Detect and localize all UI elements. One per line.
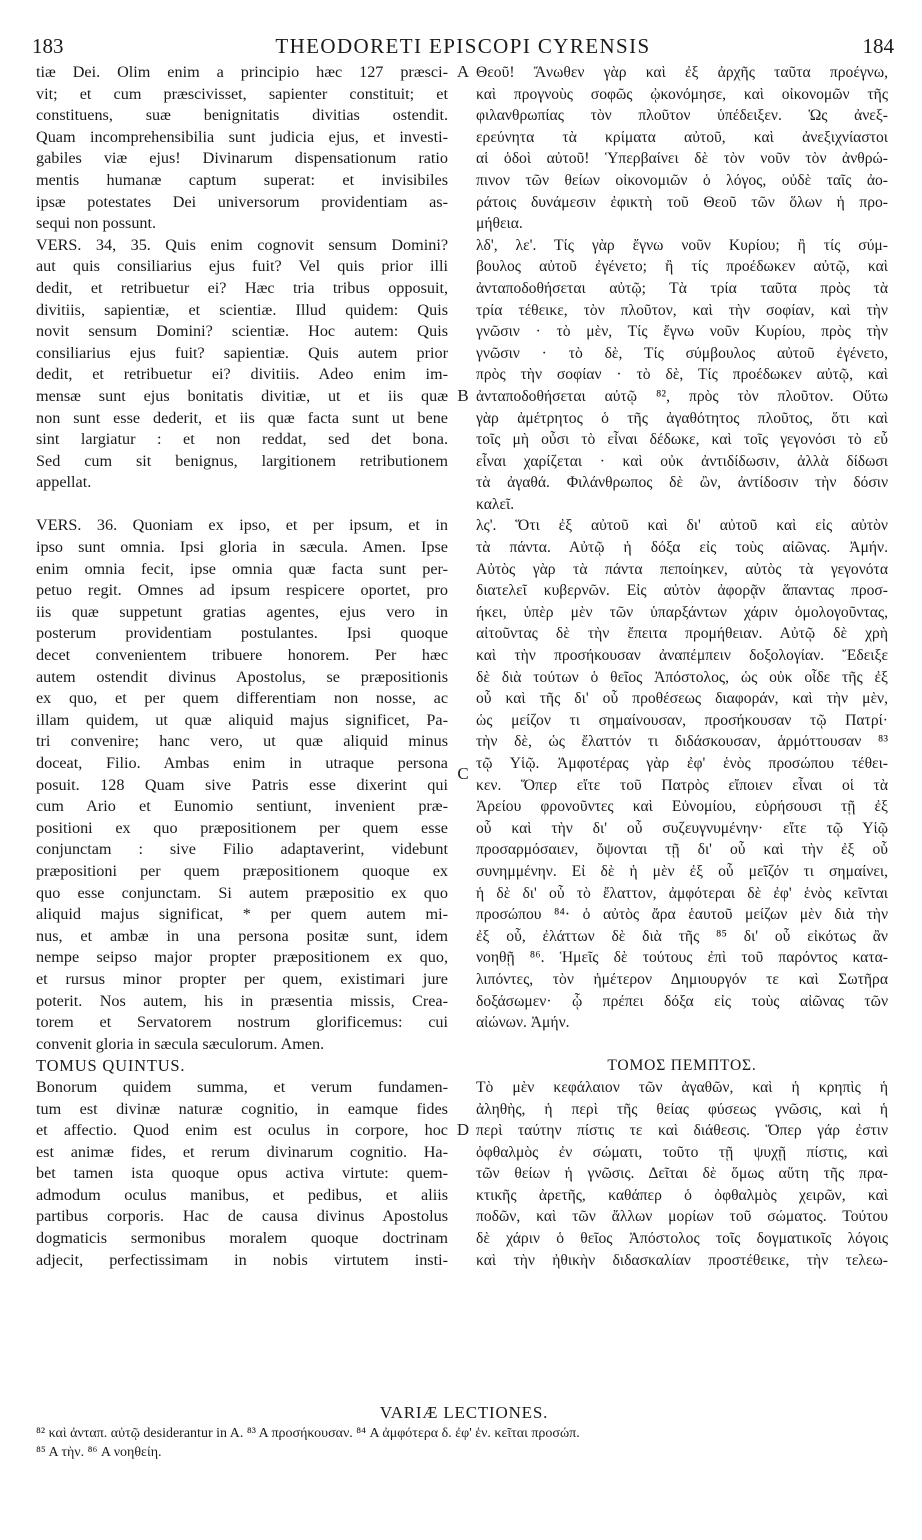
section-heading: ΤΟΜΟΣ ΠΕΜΠΤΟΣ. — [607, 1057, 757, 1075]
text-line: ερεύνητα τὰ κρίματα αὐτοῦ, καὶ ἀνεξιχνίαστοι — [476, 128, 888, 146]
text-line: ήκει, ὑπὲρ μὲν τῶν ὑπαρξάντων χάριν ὁμολογοῦντας, — [476, 603, 888, 621]
text-line: προσαρμόσαιεν, ὄψονται τῇ δι' οὗ καὶ τὴν ἐξ οὗ — [476, 841, 888, 859]
variant-readings-title: VARIÆ LECTIONES. — [379, 1403, 549, 1422]
text-line: ἐξ οὗ, ἐλάττων δὲ διὰ τῆς ⁸⁵ δι' οὗ εἰκότως ἂν — [476, 927, 888, 945]
text-line: νοηθῇ ⁸⁶. Ἡμεῖς δὲ τούτους ἐπὶ τοῦ παρόντος κατα- — [476, 949, 888, 967]
text-line: sint largiatur : et non reddat, sed det bona. — [36, 430, 448, 449]
text-line: εἶναι χαρίζεται · καὶ οὐκ ἀντιδίδωσιν, ἀλλὰ δίδωσι — [476, 452, 888, 470]
text-line: et affectio. Quod enim est oculus in corpore, hoc — [36, 1121, 448, 1140]
text-line: divitiis, sapientiæ, et scientiæ. Illud quidem: Quis — [36, 300, 448, 319]
text-line: γνῶσιν · τὸ δὲ, Τίς σύμβουλος αὐτοῦ ἐγένετο, — [476, 344, 888, 362]
text-line: petuo regit. Omnes ad ipsum respicere oportet, pro — [36, 581, 448, 600]
text-line: κεν. Ὅπερ εἴτε τοῦ Πατρὸς εἴποιεν εἶναι οἱ τὰ — [476, 776, 888, 794]
text-line: autem ostendit divinus Apostolus, se præpositionis — [36, 667, 448, 686]
text-line: συνημμένην. Εἰ δὲ ἡ μὲν ἐξ οὗ μεῖζόν τι σημαίνει, — [476, 862, 888, 880]
text-line: consiliarius ejus fuit? sapientiæ. Quis autem prior — [36, 343, 448, 362]
text-line: λιπόντες, τὸν ἡμέτερον Δημιουργόν τε καὶ Σωτῆρα — [476, 970, 888, 988]
variant-reading-line: ⁸² καὶ ἀνταπ. αὐτῷ desiderantur in A. ⁸³ A προσήκουσαν. ⁸⁴ A ἀμφότερα δ. ἐφ' ἑν. κεῖται προσώπ. — [36, 1426, 580, 1441]
text-line: iis quæ suppetunt gratias agentes, ejus vero in — [36, 602, 448, 621]
text-line: posuit. 128 Quam sive Patris esse dixerint qui — [36, 775, 448, 794]
text-line: dedit, et retribuetur ei? divitiis. Adeo enim im- — [36, 365, 448, 384]
text-line: γὰρ ἀμέτρητος ὁ τῆς ἀγαθότητος πλοῦτος, ὅτι καὶ — [476, 409, 888, 427]
text-line: mentis humanæ captum superat: et invisibiles — [36, 170, 448, 189]
paragraph-gap — [476, 1034, 888, 1056]
text-line: conjunctam : sive Filio adaptaverint, videbunt — [36, 840, 448, 859]
text-line: ex quo, et per quem differentiam non nosse, ac — [36, 689, 448, 708]
text-line: quo esse conjunctam. Si autem præpositio ex quo — [36, 883, 448, 902]
text-line: καὶ προγνοὺς σοφῶς ᾠκονόμησε, καὶ οἰκονομῶν τῆς — [476, 85, 888, 103]
text-line: nempe seipso major propter præpositionem ex quo, — [36, 948, 448, 967]
text-line: torem et Servatorem nostrum glorificemus: cui — [36, 1013, 448, 1032]
running-title: THEODORETI EPISCOPI CYRENSIS — [275, 34, 651, 58]
text-line: admodum oculus manibus, et pedibus, et aliis — [36, 1185, 448, 1204]
text-line: φιλανθρωπίας τὸν πλοῦτον ὑπέδειξεν. Ὡς ἀνεξ- — [476, 107, 888, 125]
text-line: VERS. 36. Quoniam ex ipso, et per ipsum, et in — [36, 516, 448, 535]
text-line: αἰτοῦντας δὲ τὴν ἔπειτα προμήθειαν. Αὐτῷ δὲ χρὴ — [476, 625, 888, 643]
text-line: ipso sunt omnia. Ipsi gloria in sæcula. Amen. Ipse — [36, 538, 448, 557]
margin-letter-d: D — [456, 1120, 470, 1139]
text-line: ipsæ potestates Dei universorum providentiam as- — [36, 192, 448, 211]
text-line: τὴν δὲ, ὡς ἔλαττόν τι διδάσκουσαν, ἁρμόττουσαν ⁸³ — [476, 733, 888, 751]
latin-column — [36, 62, 448, 1271]
text-line: vit; et cum præscivisset, sapienter constituit; et — [36, 84, 448, 103]
text-line: δὲ χάριν ὁ θεῖος Ἀπόστολος τοῖς δογματικοῖς λόγοις — [476, 1230, 888, 1248]
text-line: præpositioni per quem præpositionem quoque ex — [36, 861, 448, 880]
text-line: aut quis consiliarius ejus fuit? Vel quis prior illi — [36, 257, 448, 276]
text-line: positioni ex quo præpositionem per quem esse — [36, 818, 448, 837]
margin-letter-a: A — [456, 62, 470, 81]
text-line: τὰ πάντα. Αὐτῷ ἡ δόξα εἰς τοὺς αἰῶνας. Ἀμήν. — [476, 539, 888, 557]
text-line: aliquid majus significat, * per quem autem mi- — [36, 905, 448, 924]
text-line: λδ', λε'. Τίς γὰρ ἔγνω νοῦν Κυρίου; ἢ τίς σύμ- — [476, 236, 888, 254]
text-line: Τὸ μὲν κεφάλαιον τῶν ἀγαθῶν, καὶ ἡ κρηπὶς ἡ — [476, 1078, 888, 1096]
text-line: poterit. Nos autem, his in præsentia missis, Crea- — [36, 991, 448, 1010]
text-line: ἀληθὴς, ἡ περὶ τῆς θείας φύσεως γνῶσις, καὶ ἡ — [476, 1100, 888, 1118]
text-line: dogmaticis sermonibus moralem quoque doctrinam — [36, 1229, 448, 1248]
text-line: τοῖς μὴ οὖσι τὸ εἶναι δέδωκε, καὶ τοῖς γεγονόσι τὸ εὖ — [476, 431, 888, 449]
page-header — [32, 34, 894, 58]
variant-readings — [36, 1402, 892, 1462]
text-line: tri convenire; hanc vero, ut quæ aliquid minus — [36, 732, 448, 751]
text-line: ἡ δὲ δι' οὗ τὸ ἔλαττον, ἀμφότεραι δὲ ἐφ' ἑνὸς κεῖνται — [476, 884, 888, 902]
text-line: Ἀρείου φρονοῦντες καὶ Εὐνομίου, εὑρήσουσι τῇ ἐξ — [476, 798, 888, 816]
text-line: περὶ ταύτην πίστις τε καὶ διάθεσις. Ὅπερ γάρ ἐστιν — [476, 1122, 888, 1140]
text-line: cum Ario et Eunomio sentiunt, invenient præ- — [36, 797, 448, 816]
text-line: πρὸς τὴν σοφίαν · τὸ δὲ, Τίς προέδωκεν αὐτῷ, καὶ — [476, 366, 888, 384]
text-line: bet tamen ista quoque opus activa virtute: quem- — [36, 1164, 448, 1183]
text-line: διατελεῖ κυβερνῶν. Εἰς αὐτὸν ἀφορᾷν ἅπαντας προσ- — [476, 582, 888, 600]
section-heading: TOMUS QUINTUS. — [36, 1056, 186, 1076]
greek-column — [476, 62, 888, 1271]
margin-letter-b: B — [457, 386, 469, 405]
text-line: decet convenientem tribuere honorem. Per hæc — [36, 646, 448, 665]
text-line: βουλος αὐτοῦ ἐγένετο; ἢ τίς προέδωκεν αὐτῷ, καὶ — [476, 258, 888, 276]
text-line: αἱ ὁδοὶ αὐτοῦ! Ὑπερβαίνει δὲ τὸν νοῦν τὸν ἀνθρώ- — [476, 150, 888, 168]
text-line: αἰώνων. Ἀμήν. — [476, 1014, 570, 1032]
text-line: κτικῆς ἀρετῆς, καθάπερ ὁ ὀφθαλμὸς χειρῶν, καὶ — [476, 1186, 888, 1204]
text-line: posterum providentiam postulantes. Ipsi quoque — [36, 624, 448, 643]
page-number-right: 184 — [862, 34, 894, 58]
text-line: nus, et ambæ in una persona positæ sunt, idem — [36, 926, 448, 945]
text-line: ἀνταποδοθήσεται αὐτῷ ⁸², πρὸς τὸν πλοῦτον. Οὕτω — [476, 387, 888, 405]
text-line: καὶ τὴν ἠθικὴν διδασκαλίαν προστέθεικε, τὴν τελεω- — [476, 1251, 888, 1269]
text-line: dedit, et retribuetur ei? Hæc tria tribus opposuit, — [36, 278, 448, 297]
text-line: constituens, suæ benignitatis divitias ostendit. — [36, 106, 448, 125]
text-line: Sed cum sit benignus, largitionem retributionem — [36, 451, 448, 470]
text-line: γνῶσιν · τὸ μὲν, Τίς ἔγνω νοῦν Κυρίου, πρὸς τὴν — [476, 323, 888, 341]
text-line: ὡς μείζον τι σημαίνουσαν, προσήκουσαν τῷ Πατρί· — [476, 711, 888, 729]
text-line: δοξάσωμεν· ᾧ πρέπει δόξα εἰς τοὺς αἰῶνας τῶν — [476, 992, 888, 1010]
page-number-left: 183 — [32, 34, 64, 58]
text-line: Θεοῦ! Ἄνωθεν γὰρ καὶ ἐξ ἀρχῆς ταῦτα προέγνω, — [476, 64, 888, 81]
text-line: τῶν θείων ἡ γνῶσις. Δεῖται δὲ ὅμως αὕτη τῆς πρα- — [476, 1165, 888, 1183]
text-line: doceat, Filio. Ambas enim in utraque persona — [36, 754, 448, 772]
text-line: οὗ καὶ τῆς δι' οὗ προθέσεως διαφοράν, καὶ τὴν μὲν, — [476, 690, 888, 708]
text-line: appellat. — [36, 473, 92, 492]
text-line: convenit gloria in sæcula sæculorum. Amen. — [36, 1034, 325, 1053]
text-line: adjecit, perfectissimam in nobis virtutem insti- — [36, 1250, 448, 1269]
text-line: ράτοις δυνάμεσιν ἐφικτὴ τοῦ Θεοῦ τῶν ὅλων ἡ προ- — [476, 193, 888, 211]
paragraph-gap — [36, 494, 448, 516]
text-line: partibus corporis. Hac de causa divinus Apostolus — [36, 1207, 448, 1226]
variant-reading-line: ⁸⁵ A τὴν. ⁸⁶ A νοηθείη. — [36, 1445, 162, 1460]
text-line: ποδῶν, καὶ τῶν ἄλλων μορίων τοῦ σώματος. Τούτου — [476, 1208, 888, 1226]
text-line: VERS. 34, 35. Quis enim cognovit sensum Domini? — [36, 235, 448, 254]
text-line: sequi non possunt. — [36, 214, 157, 233]
text-line: illam quidem, ut quæ aliquid majus significet, Pa- — [36, 710, 448, 729]
text-line: καὶ τὴν προσήκουσαν ἀναπέμπειν δοξολογίαν. Ἔδειξε — [476, 647, 888, 665]
text-line: τῷ Υἱῷ. Ἀμφοτέρας γὰρ ἐφ' ἑνὸς προσώπου τέθει- — [476, 755, 888, 772]
text-line: gabiles viæ ejus! Divinarum dispensationum ratio — [36, 149, 448, 168]
text-line: tum est divinæ naturæ cognitio, in eamque fides — [36, 1099, 448, 1118]
text-line: λς'. Ὅτι ἐξ αὐτοῦ καὶ δι' αὐτοῦ καὶ εἰς αὐτὸν — [476, 517, 888, 535]
text-line: tiæ Dei. Olim enim a principio hæc 127 præsci- — [36, 63, 448, 81]
margin-letter-c: C — [457, 764, 469, 783]
text-line: novit sensum Domini? scientiæ. Hoc autem: Quis — [36, 322, 448, 341]
text-line: est animæ fides, et rerum divinarum cognitio. Ha- — [36, 1142, 448, 1161]
text-line: καλεῖ. — [476, 495, 515, 513]
text-line: μήθεια. — [476, 215, 523, 233]
text-line: enim omnia fecit, ipse omnia quæ facta sunt per- — [36, 559, 448, 578]
text-line: et rursus minor propter per quem, existimari jure — [36, 969, 448, 988]
text-line: ὀφθαλμὸς ἐν σώματι, τοῦτο τῇ ψυχῇ πίστις, καὶ — [476, 1143, 888, 1161]
text-line: τρία τέθεικε, τὸν πλοῦτον, καὶ τὴν σοφίαν, καὶ τὴν — [476, 301, 888, 319]
text-line: Αὐτὸς γὰρ τὰ πάντα πεποίηκεν, αὐτὸς τὰ γεγονότα — [476, 560, 888, 578]
text-line: τὰ ἀγαθά. Φιλάνθρωπος δὲ ὢν, ἀντίδοσιν τὴν δόσιν — [476, 474, 888, 492]
text-line: Quam incomprehensibilia sunt judicia ejus, et investi- — [36, 127, 448, 146]
text-line: non sunt esse dederit, et iis quæ facta sunt ut bene — [36, 408, 448, 427]
text-line: mensæ sunt ejus bonitatis divitiæ, ut et iis quæ — [36, 386, 448, 405]
text-line: Bonorum quidem summa, et verum fundamen- — [36, 1077, 448, 1096]
text-line: πινον τῶν θείων οἰκονομιῶν ὁ λόγος, οὐδὲ ταῖς ἀο- — [476, 171, 888, 189]
text-line: οὗ καὶ τὴν δι' οὗ συζευγνυμένην· εἴτε τῷ Υἱῷ — [476, 819, 888, 837]
text-line: ἀνταποδοθήσεται αὐτῷ; Τὰ τρία ταῦτα πρὸς τὰ — [476, 279, 888, 297]
text-line: δὲ διὰ τούτων ὁ θεῖος Ἀπόστολος, ὡς οὐκ οἶδε τῆς ἐξ — [476, 668, 888, 686]
text-line: προσώπου ⁸⁴· ὁ αὐτὸς ἄρα ἑαυτοῦ μείζων μὲν διὰ τὴν — [476, 906, 888, 924]
